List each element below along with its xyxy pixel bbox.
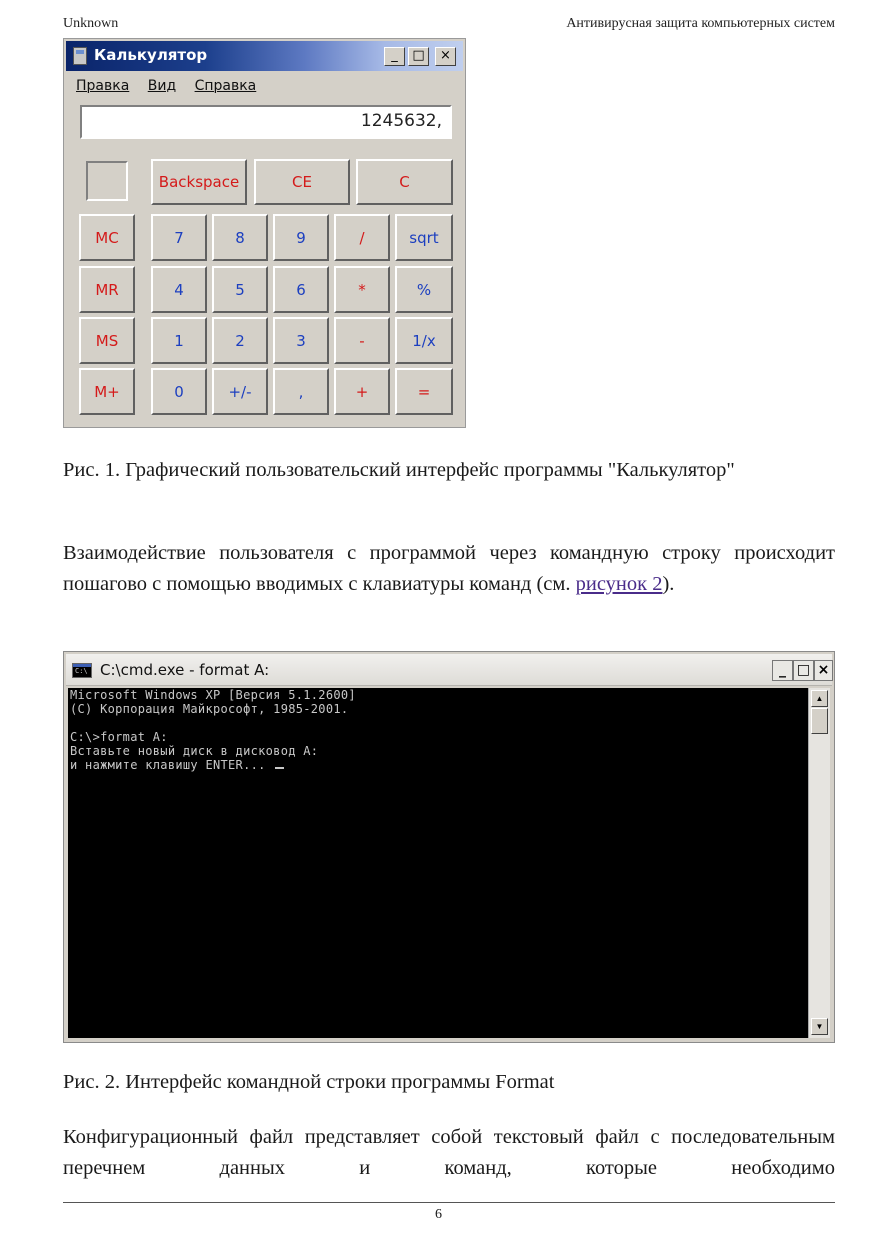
figure-2-caption: Рис. 2. Интерфейс командной строки программы Format — [63, 1071, 555, 1093]
console-app-icon: C:\ — [72, 663, 92, 678]
calculator-menubar — [76, 78, 270, 94]
scroll-down-icon[interactable]: ▼ — [811, 1018, 828, 1035]
scroll-up-icon[interactable]: ▲ — [811, 690, 828, 707]
console-line — [70, 716, 356, 730]
close-button[interactable]: × — [435, 47, 456, 66]
percent-button[interactable]: % — [395, 266, 453, 313]
memory-indicator — [86, 161, 128, 201]
console-line: C:\>format A: — [70, 730, 168, 744]
figure-1-caption: Рис. 1. Графический пользовательский интерфейс программы "Калькулятор" — [63, 459, 735, 481]
paragraph-cmd-intro — [63, 538, 835, 600]
calculator-titlebar[interactable] — [66, 41, 463, 71]
close-button[interactable]: × — [814, 660, 833, 681]
paragraph-cmd-intro-end: ). — [662, 573, 675, 595]
running-header-right: Антивирусная защита компьютерных систем — [566, 16, 835, 31]
decimal-button[interactable]: , — [273, 368, 329, 415]
mc-button[interactable]: MC — [79, 214, 135, 261]
clear-button[interactable]: C — [356, 159, 453, 205]
console-line: (C) Корпорация Майкрософт, 1985-2001. — [70, 702, 349, 716]
ce-button[interactable]: CE — [254, 159, 350, 205]
maximize-button[interactable]: □ — [793, 660, 814, 681]
cmd-window — [63, 651, 835, 1043]
m-plus-button[interactable]: M+ — [79, 368, 135, 415]
cmd-title: C:\cmd.exe - format A: — [100, 661, 270, 679]
running-header-left: Unknown — [63, 16, 119, 31]
reciprocal-button[interactable]: 1/x — [395, 317, 453, 364]
digit-5-button[interactable]: 5 — [212, 266, 268, 313]
console-output[interactable] — [68, 688, 808, 1038]
digit-8-button[interactable]: 8 — [212, 214, 268, 261]
negate-button[interactable]: +/- — [212, 368, 268, 415]
digit-3-button[interactable]: 3 — [273, 317, 329, 364]
console-text — [70, 688, 356, 772]
figure-2-link[interactable]: рисунок 2 — [575, 573, 663, 595]
digit-4-button[interactable]: 4 — [151, 266, 207, 313]
console-line: Вставьте новый диск в дисковод A: — [70, 744, 319, 758]
digit-7-button[interactable]: 7 — [151, 214, 207, 261]
calculator-display: 1245632, — [80, 105, 452, 139]
sqrt-button[interactable]: sqrt — [395, 214, 453, 261]
ms-button[interactable]: MS — [79, 317, 135, 364]
cmd-titlebar[interactable] — [66, 654, 832, 686]
digit-9-button[interactable]: 9 — [273, 214, 329, 261]
text-cursor — [275, 767, 284, 769]
digit-0-button[interactable]: 0 — [151, 368, 207, 415]
digit-6-button[interactable]: 6 — [273, 266, 329, 313]
calculator-window — [63, 38, 466, 428]
add-button[interactable]: + — [334, 368, 390, 415]
footer-divider — [63, 1202, 835, 1203]
console-prompt-line — [70, 758, 356, 772]
page-number: 6 — [435, 1207, 442, 1222]
equals-button[interactable]: = — [395, 368, 453, 415]
divide-button[interactable]: / — [334, 214, 390, 261]
calculator-app-icon — [73, 47, 87, 65]
menu-help[interactable]: Справка — [194, 78, 257, 94]
console-line: и нажмите клавишу ENTER... — [70, 758, 274, 772]
paragraph-cmd-intro-text: Взаимодействие пользователя с программой через командную строку происходит пошагово с помощью вводимых с клавиатуры команд (см. — [63, 542, 835, 595]
paragraph-config-file: Конфигурационный файл представляет собой текстовый файл с последовательным перечнем данных и команд, которые необходимо — [63, 1126, 835, 1179]
subtract-button[interactable]: - — [334, 317, 390, 364]
maximize-button[interactable]: □ — [408, 47, 429, 66]
minimize-button[interactable]: _ — [384, 47, 405, 66]
menu-edit[interactable]: Правка — [76, 78, 130, 94]
console-line: Microsoft Windows XP [Версия 5.1.2600] — [70, 688, 356, 702]
digit-1-button[interactable]: 1 — [151, 317, 207, 364]
calculator-title: Калькулятор — [94, 46, 208, 64]
minimize-button[interactable]: _ — [772, 660, 793, 681]
vertical-scrollbar[interactable] — [808, 688, 830, 1038]
mr-button[interactable]: MR — [79, 266, 135, 313]
backspace-button[interactable]: Backspace — [151, 159, 247, 205]
multiply-button[interactable]: * — [334, 266, 390, 313]
menu-view[interactable]: Вид — [147, 78, 177, 94]
scroll-thumb[interactable] — [811, 708, 828, 734]
digit-2-button[interactable]: 2 — [212, 317, 268, 364]
